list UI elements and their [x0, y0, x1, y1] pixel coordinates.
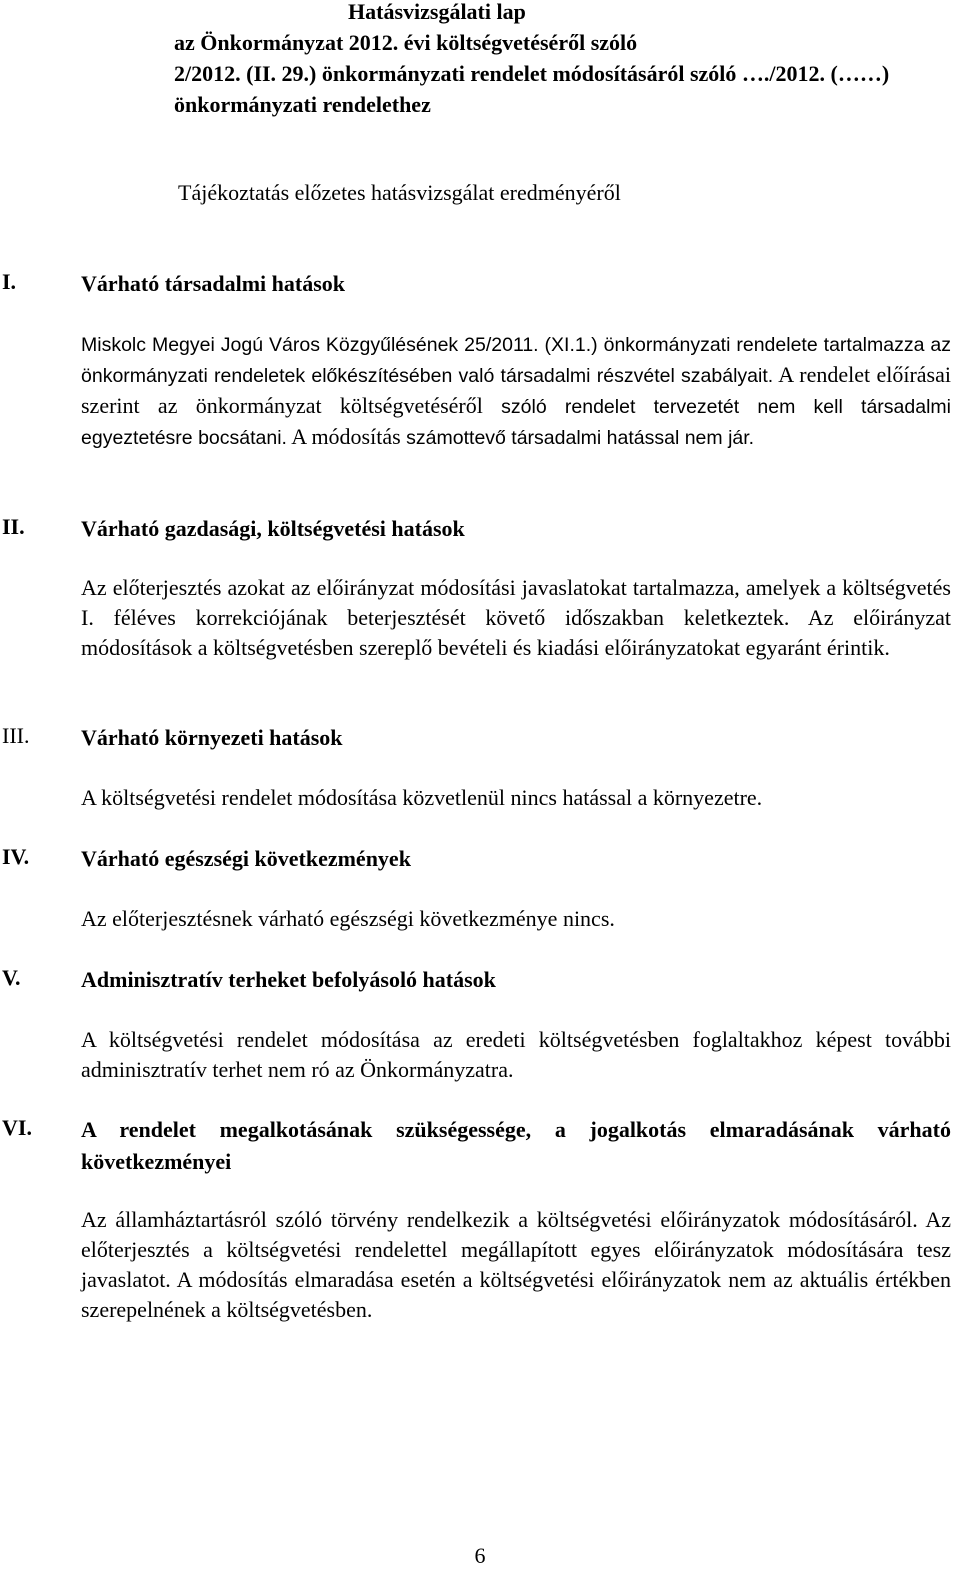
section-paragraph-1: [81, 329, 951, 453]
section-paragraph-6: Az államháztartásról szóló törvény rendelkezik a költségvetési előirányzatok módosításáról. Az előterjesztés a költségvetési rendelettel megállapított egyes előirányzatok módosítására tesz javaslatot. A módosítás elmaradása esetén a költségvetési előirányzatok nem az aktuális értékben szerepelnének a költségvetésben.: [81, 1207, 951, 1322]
section-paragraph-5: A költségvetési rendelet módosítása az eredeti költségvetésben foglaltakhoz képest további adminisztratív terhet nem ró az Önkormányzatra.: [81, 1027, 951, 1082]
section-1-text-c: szóló rendelet tervezetét nem kell társadalmi egyeztetésre bocsátani.: [81, 396, 951, 449]
section-heading-4: Várható egészségi következmények: [81, 846, 411, 871]
section-number-5: V.: [2, 965, 21, 990]
section-heading-2: Várható gazdasági, költségvetési hatások: [81, 516, 465, 541]
section-paragraph-4: Az előterjesztésnek várható egészségi következménye nincs.: [81, 906, 615, 931]
section-number-6: VI.: [2, 1115, 32, 1140]
section-1-text-e: számottevő társadalmi hatással nem jár.: [406, 427, 755, 449]
section-number-3: III.: [2, 723, 30, 748]
section-paragraph-2: Az előterjesztés azokat az előirányzat módosítási javaslatokat tartalmazza, amelyek a költségvetés I. féléves korrekciójának beterjesztését követő időszakban keletkeztek. Az előirányzat módosítások a költségvetésben szereplő bevételi és kiadási előirányzatokat egyaránt érintik.: [81, 575, 951, 660]
header-suffix-line: önkormányzati rendelethez: [174, 92, 431, 117]
section-heading-6: A rendelet megalkotásának szükségessége, a jogalkotás elmaradásának várható következményei: [81, 1117, 951, 1174]
section-1-text-b: A rendelet előírásai szerint az önkormányzat költségvetéséről: [81, 362, 951, 418]
header-regulation-line: 2/2012. (II. 29.) önkormányzati rendelet módosításáról szóló …./2012. (……): [174, 61, 890, 86]
section-heading-5: Adminisztratív terheket befolyásoló hatások: [81, 967, 496, 992]
section-number-4: IV.: [2, 844, 30, 869]
section-heading-1: Várható társadalmi hatások: [81, 271, 346, 296]
section-1-text-d: A módosítás: [291, 424, 401, 449]
section-1-text-a: Miskolc Megyei Jogú Város Közgyűlésének 25/2011. (XI.1.) önkormányzati rendelete tartalmazza az önkormányzati rendeletek előkészítésében való társadalmi részvétel szabályait.: [81, 334, 951, 387]
section-heading-3: Várható környezeti hatások: [81, 725, 343, 750]
section-paragraph-3: A költségvetési rendelet módosítása közvetlenül nincs hatással a környezetre.: [81, 785, 763, 810]
header-title: Hatásvizsgálati lap: [348, 0, 526, 24]
header-subject-line: az Önkormányzat 2012. évi költségvetéséről szóló: [174, 30, 638, 55]
section-number-2: II.: [2, 514, 25, 539]
page-number: 6: [474, 1543, 486, 1568]
section-number-1: I.: [2, 269, 17, 294]
page-subtitle: Tájékoztatás előzetes hatásvizsgálat eredményéről: [178, 180, 621, 205]
